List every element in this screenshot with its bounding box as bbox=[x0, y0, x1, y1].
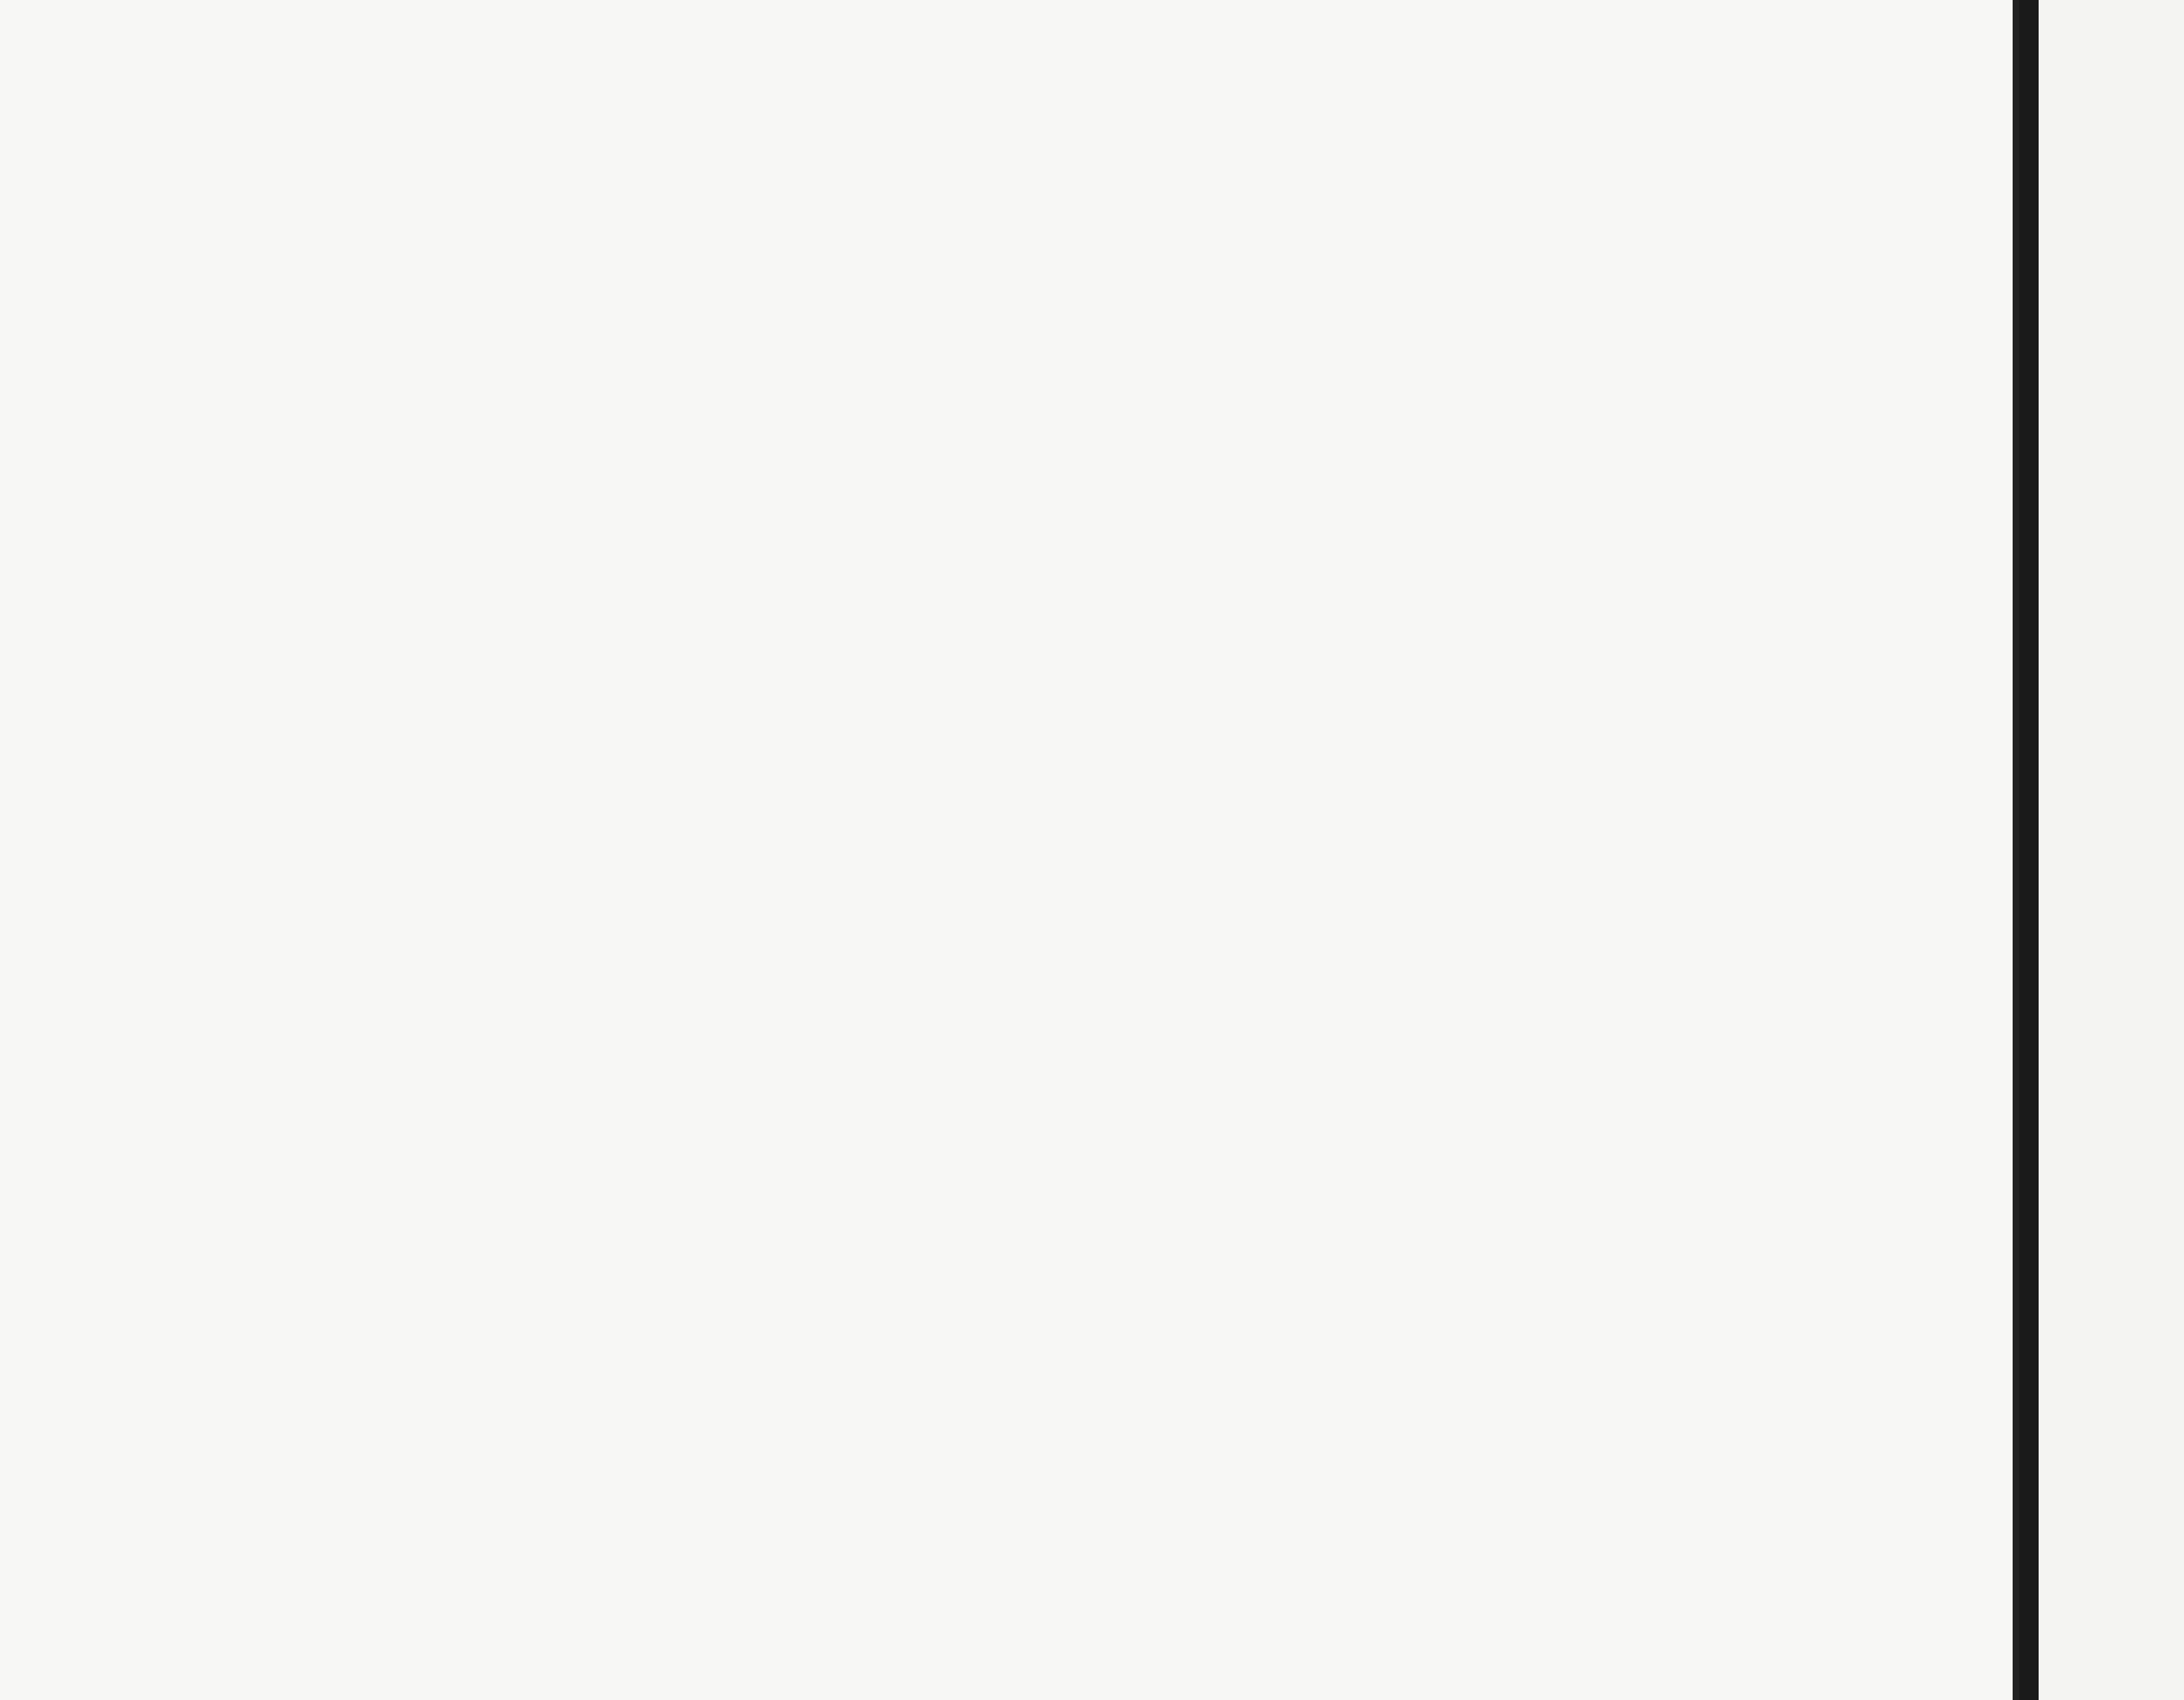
next-page-edge bbox=[2039, 0, 2184, 1700]
county-name bbox=[42, 309, 140, 1608]
county-column-header bbox=[47, 179, 96, 325]
next-page-grid bbox=[2039, 0, 2184, 1700]
